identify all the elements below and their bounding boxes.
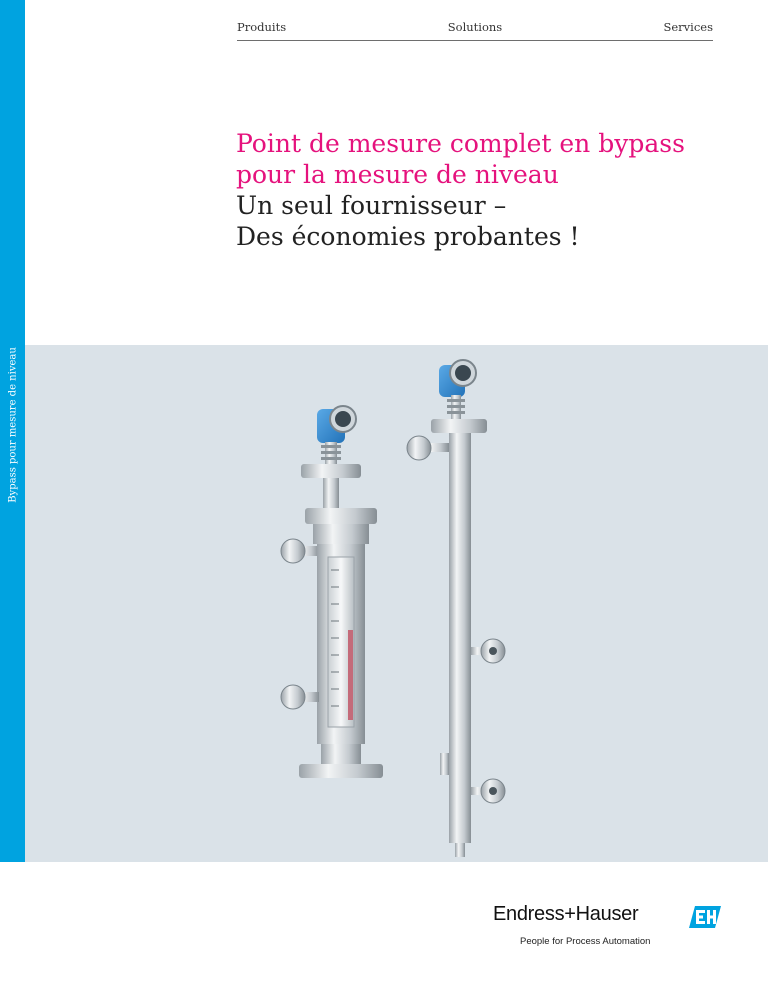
nav-item-services[interactable]: Services — [663, 20, 713, 34]
top-navigation — [237, 18, 713, 41]
brand-tagline: People for Process Automation — [520, 936, 651, 947]
title-subtitle-line-2: Des économies probantes ! — [236, 222, 580, 251]
eh-logo-icon — [689, 906, 721, 928]
nav-item-produits[interactable]: Produits — [237, 20, 287, 34]
title-subtitle-line-1: Un seul fournisseur – — [236, 191, 507, 220]
product-photo — [25, 345, 768, 862]
section-label — [4, 345, 22, 505]
document-title — [236, 128, 756, 252]
bypass-devices-illustration — [25, 345, 768, 862]
left-transmitter — [281, 406, 383, 778]
brand-name: Endress+Hauser — [493, 903, 639, 925]
right-transmitter — [407, 360, 505, 857]
title-highlight-line-2: pour la mesure de niveau — [236, 160, 559, 189]
brand-logo[interactable] — [493, 903, 723, 953]
title-highlight-line-1: Point de mesure complet en bypass — [236, 129, 685, 158]
section-label-text: Bypass pour mesure de niveau — [7, 347, 19, 503]
nav-item-solutions[interactable]: Solutions — [447, 20, 503, 34]
